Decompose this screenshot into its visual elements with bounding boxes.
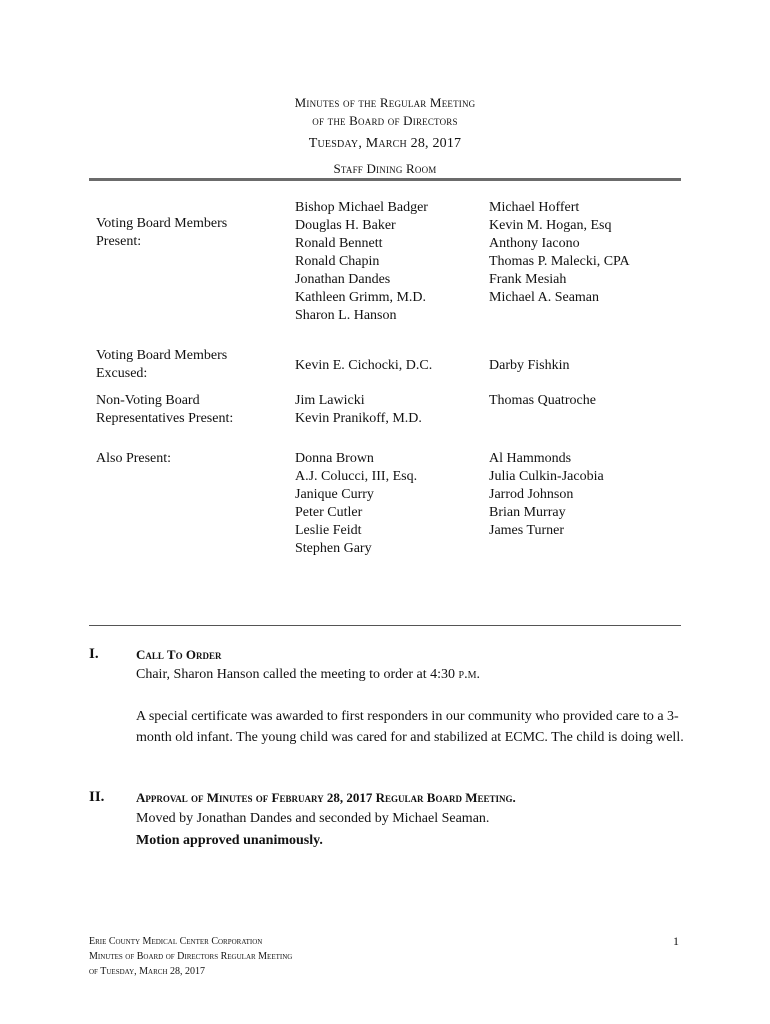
also-present-col1 xyxy=(295,450,485,558)
meeting-date: Tuesday, March 28, 2017 xyxy=(308,136,462,151)
attendee-name: Anthony Iacono xyxy=(489,236,580,251)
attendee-name: Al Hammonds xyxy=(489,451,572,466)
call-to-order-text: Chair, Sharon Hanson called the meeting to order at 4:30 p.m. xyxy=(136,667,480,682)
also-present-label: Also Present: xyxy=(96,451,172,466)
board-subtitle: of the Board of Directors xyxy=(312,113,458,128)
attendee-name: Stephen Gary xyxy=(295,541,372,556)
attendee-name: Thomas Quatroche xyxy=(489,393,596,408)
attendee-name: Jim Lawicki xyxy=(295,393,365,408)
attendee-name: Bishop Michael Badger xyxy=(295,200,428,215)
attendee-name: Kathleen Grimm, M.D. xyxy=(295,290,427,305)
motion-text: Moved by Jonathan Dandes and seconded by Michael Seaman. xyxy=(136,811,490,826)
page-footer xyxy=(89,934,292,979)
attendee-name: Frank Mesiah xyxy=(489,272,567,287)
header-divider xyxy=(89,178,681,181)
also-present-col2 xyxy=(489,450,689,540)
footer-line: Erie County Medical Center Corporation xyxy=(89,936,263,947)
page-number: 1 xyxy=(673,934,679,948)
attendee-name: Douglas H. Baker xyxy=(295,218,396,233)
attendee-name: Michael A. Seaman xyxy=(489,290,600,305)
section-title: Call To Order xyxy=(136,647,222,662)
voting-present-label: Voting Board Members Present: xyxy=(96,216,228,249)
attendee-name: Thomas P. Malecki, CPA xyxy=(489,254,630,269)
attendee-name: Peter Cutler xyxy=(295,505,363,520)
attendance-divider xyxy=(89,625,681,626)
attendee-name: A.J. Colucci, III, Esq. xyxy=(295,469,418,484)
attendee-name: Ronald Bennett xyxy=(295,236,383,251)
section-number: I. xyxy=(89,646,99,662)
attendee-name: James Turner xyxy=(489,523,565,538)
section-title: Approval of Minutes of February 28, 2017 Regular Board Meeting. xyxy=(136,790,516,805)
non-voting-label: Non-Voting Board Representatives Present: xyxy=(96,393,234,426)
footer-line: Minutes of Board of Directors Regular Meeting xyxy=(89,951,293,962)
attendee-name: Kevin E. Cichocki, D.C. xyxy=(295,358,433,373)
attendee-name: Donna Brown xyxy=(295,451,374,466)
voting-excused-col1 xyxy=(295,357,485,375)
footer-line: of Tuesday, March 28, 2017 xyxy=(89,966,205,977)
certificate-paragraph: A special certificate was awarded to first responders in our community who provided care to a 3-month old infant. The young child was cared for and stabilized at ECMC. The child is doing well. xyxy=(136,709,684,745)
section-number: II. xyxy=(89,789,105,805)
meeting-location: Staff Dining Room xyxy=(333,161,437,176)
voting-present-col2 xyxy=(489,199,689,307)
attendee-name: Jarrod Johnson xyxy=(489,487,574,502)
attendee-name: Jonathan Dandes xyxy=(295,272,391,287)
attendee-name: Darby Fishkin xyxy=(489,358,570,373)
attendee-name: Kevin Pranikoff, M.D. xyxy=(295,411,422,426)
attendee-name: Janique Curry xyxy=(295,487,374,502)
attendee-name: Leslie Feidt xyxy=(295,523,362,538)
non-voting-col2 xyxy=(489,392,689,410)
attendee-name: Sharon L. Hanson xyxy=(295,308,397,323)
attendee-name: Ronald Chapin xyxy=(295,254,380,269)
voting-present-col1 xyxy=(295,199,485,325)
minutes-title: Minutes of the Regular Meeting xyxy=(294,95,476,110)
attendee-name: Michael Hoffert xyxy=(489,200,580,215)
voting-excused-col2 xyxy=(489,357,689,375)
attendee-name: Brian Murray xyxy=(489,505,566,520)
attendee-name: Julia Culkin-Jacobia xyxy=(489,469,604,484)
voting-excused-label: Voting Board Members Excused: xyxy=(96,348,228,381)
attendee-name: Kevin M. Hogan, Esq xyxy=(489,218,612,233)
non-voting-col1 xyxy=(295,392,485,428)
motion-result: Motion approved unanimously. xyxy=(136,833,323,848)
